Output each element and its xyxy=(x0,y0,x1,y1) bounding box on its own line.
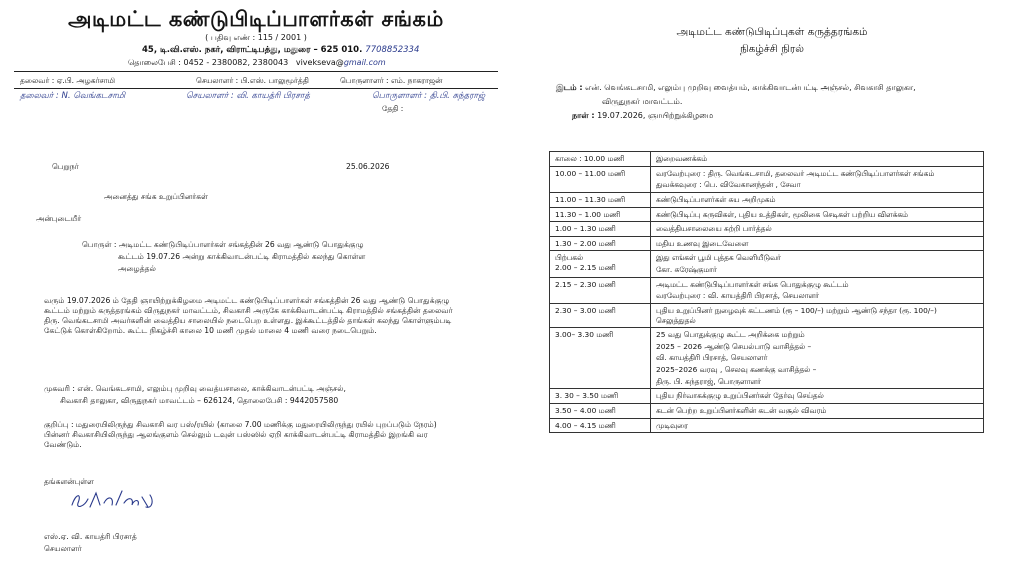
schedule-event xyxy=(651,166,984,192)
venue-line-2: விருதுநகர் மாவட்டம். xyxy=(602,97,683,106)
time-text: 11.00 – 11.30 மணி xyxy=(555,194,625,204)
time-text: 3.50 – 4.00 மணி xyxy=(555,405,616,415)
subject-line-1: பொருள் : அடிமட்ட கண்டுபிடிப்பாளர்கள் சங்கத்தின் 26 வது ஆண்டு பொதுக்குழு xyxy=(82,240,364,249)
time-text: பிற்பகல் xyxy=(555,253,584,263)
event-text: வி. காயத்திரி பிரசாத், செயலாளர் xyxy=(656,353,768,363)
schedule-event xyxy=(651,389,984,404)
schedule-event xyxy=(651,303,984,327)
schedule-time xyxy=(550,303,651,327)
schedule-row xyxy=(550,389,984,404)
event-text: புதிய உறுப்பினர் நுழைவுக் கட்டணம் (ரூ – 100/–) மற்றும் ஆண்டு சந்தா (ரூ. 100/–) செலுத்துதல் xyxy=(656,305,937,325)
event-text: 2025–2026 வரவு , செலவு கணக்கு வாசித்தல் – xyxy=(656,365,817,374)
schedule-time xyxy=(550,418,651,433)
signer-title: செயலாளர் xyxy=(44,544,82,553)
schedule-event xyxy=(651,192,984,207)
program-date xyxy=(572,110,1012,121)
event-text: முடிவுரை xyxy=(656,420,688,430)
time-text: 1.30 – 2.00 மணி xyxy=(555,238,616,248)
letterhead-org-name: அடிமட்ட கண்டுபிடிப்பாளர்கள் சங்கம் xyxy=(68,6,444,31)
schedule-time xyxy=(550,251,651,277)
schedule-row xyxy=(550,207,984,222)
schedule-time xyxy=(550,207,651,222)
time-text: காலை : 10.00 மணி xyxy=(555,154,625,163)
schedule-event xyxy=(651,236,984,251)
schedule-row xyxy=(550,251,984,277)
program-subtitle: நிகழ்ச்சி நிரல் xyxy=(739,43,805,55)
event-text: 2025 – 2026 ஆண்டு செயல்பாடு வாசித்தல் – xyxy=(656,341,812,351)
time-text: 4.00 – 4.15 மணி xyxy=(555,420,616,430)
schedule-event xyxy=(651,403,984,418)
schedule-row xyxy=(550,277,984,303)
schedule-time xyxy=(550,403,651,418)
letterhead-date-label: தேதி : xyxy=(382,104,404,113)
event-text: வரவேற்புரை : திரு. வெங்கடசாமி, தலைவர் அடிமட்ட கண்டுபிடிப்பாளர்கள் சங்கம் xyxy=(656,168,935,178)
office-secretary: செயலாளர் : பி.எஸ். பாலுமூர்த்தி xyxy=(196,76,309,85)
address-line-1: முகவரி : என். வெங்கடசாமி, எலும்பு முறிவு வைத்யசாலை, காக்கிவாடன்பட்டி அஞ்சல், xyxy=(44,384,346,393)
handwritten-treasurer: பொருளாளர் : தி.பி. சுந்தராஜ் xyxy=(372,91,486,101)
schedule-event xyxy=(651,418,984,433)
letterhead-reg-no: ( பதிவு எண் : 115 / 2001 ) xyxy=(205,33,307,42)
date-value: 19.07.2026, ஞாயிற்றுக்கிழமை xyxy=(597,111,714,120)
salutation: அன்புடையீர் xyxy=(36,214,82,223)
schedule-time xyxy=(550,328,651,389)
event-text: திரு. பி. சுந்தராஜ், பொருளாளர் xyxy=(656,376,761,386)
address-text: 45, டி.வி.எஸ். நகர், விராட்டிபத்து, மதுரை – 625 010. xyxy=(142,45,363,55)
email-prefix: vivekseva@ xyxy=(295,58,344,67)
schedule-time xyxy=(550,222,651,237)
subject-line-2: கூட்டம் 19.07.26 அன்று காக்கிவாடன்பட்டி கிராமத்தில் கலந்து கொள்ள xyxy=(118,252,366,261)
time-text: 11.30 – 1.00 மணி xyxy=(555,209,621,219)
email-handwritten: gmail.com xyxy=(343,58,386,67)
closing: தங்களன்புள்ள xyxy=(44,477,95,486)
schedule-row xyxy=(550,418,984,433)
schedule-row xyxy=(550,328,984,389)
office-president: தலைவர் : ஏ.பி. அழகர்சாமி xyxy=(20,76,115,85)
schedule-row xyxy=(550,222,984,237)
venue-label: இடம் : xyxy=(556,83,583,92)
handwritten-mobile: 7708852334 xyxy=(365,45,420,55)
event-text: கண்டுபிடிப்பாளர்கள் சுய அறிமுகம் xyxy=(656,194,776,204)
handwritten-president: தலைவர் : N. வெங்கடசாமி xyxy=(20,91,126,101)
event-text: மதிய உணவு இடைவேளை xyxy=(656,238,749,248)
time-text: 2.00 – 2.15 மணி xyxy=(555,263,616,272)
event-text: 25 வது பொதுக்குழு கூட்ட அறிக்கை மற்றும் xyxy=(656,330,805,340)
program-schedule xyxy=(520,0,1024,576)
signature xyxy=(68,487,158,513)
schedule-event xyxy=(651,277,984,303)
event-text: இது எங்கள் பூமி புத்தக வெளியீடுவர் xyxy=(656,253,781,263)
address-line-2: சிவகாசி தாலுகா, விருதுநகர் மாவட்டம் – 626124, தொலைபேசி : 9442057580 xyxy=(60,396,339,405)
schedule-event xyxy=(651,207,984,222)
event-text: கோ. சுரேஷ்குமார் xyxy=(656,265,717,274)
schedule-time xyxy=(550,389,651,404)
program-title: அடிமட்ட கண்டுபிடிப்புகள் கருத்தரங்கம் xyxy=(676,26,868,38)
schedule-row xyxy=(550,166,984,192)
letterhead-address xyxy=(142,45,419,56)
schedule-event xyxy=(651,152,984,167)
travel-note: குறிப்பு : மதுரையிலிருந்து சிவகாசி வர பஸ்/ரயில் (காலை 7.00 மணிக்கு மதுரையிலிருந்து ரயில் புறப்படும் நேரம்) பின்னர் சிவகாசியிலிருந்து ஆலங்குளம் செல்லும் டவுன் பஸ்ஸில் ஏறி காக்கிவாடன்பட்டி கிராமத்தில் இறங்கி வர வேண்டும். xyxy=(44,420,437,450)
event-text: இறைவணக்கம் xyxy=(656,154,708,163)
schedule-event xyxy=(651,251,984,277)
time-text: 10.00 – 11.00 மணி xyxy=(555,168,625,178)
schedule-row xyxy=(550,236,984,251)
date-label: நாள் : xyxy=(572,111,595,120)
time-text: 2.15 – 2.30 மணி xyxy=(555,279,616,289)
phone-text: தொலைபேசி : 0452 - 2380082, 2380043 xyxy=(128,58,289,67)
office-treasurer: பொருளாளர் : எம். நாகராஜன் xyxy=(340,76,443,85)
office-divider xyxy=(14,88,498,89)
time-text: 2.30 – 3.00 மணி xyxy=(555,305,616,315)
time-text: 3.00– 3.30 மணி xyxy=(555,330,614,340)
schedule-row xyxy=(550,192,984,207)
letter-body: வரும் 19.07.2026 ம் தேதி ஞாயிற்றுக்கிழமை அடிமட்ட கண்டுபிடிப்பாளர்கள் சங்கத்தின் 26 வது ஆண்டு பொதுக்குழு கூட்டம் மற்றும் கருத்தரங்கம் விருதுநகர் மாவட்டம், சிவகாசி அருகே காக்கிவாடன்பட்டி கிராமத்தில் சங்கத்தின் தலைவர் திரு. வெங்கடசாமி அவர்களின் வைத்திய சாலையில் நடைபெற உள்ளது. இக்கூட்டத்தில் தாங்கள் கலந்து கொள்ளும்படி கேட்டுக் கொள்கிறோம். கூட்ட நிகழ்ச்சி காலை 10 மணி முதல் மாலை 4 மணி வரை நடைபெறும். xyxy=(44,296,453,336)
venue-line-1: என். வெங்கடசாமி, எலும்பு முறிவு வைத்யம், காக்கிவாடன்பட்டி அஞ்சல், சிவகாசி தாலுகா, xyxy=(585,83,916,92)
signer-name: எஸ்.ஏ. வி. காயத்ரி பிரசாத் xyxy=(44,532,137,541)
event-text: வரவேற்புரை : வி. காயத்திரி பிரசாத், செயலாளர் xyxy=(656,291,820,301)
schedule-row xyxy=(550,403,984,418)
schedule-row xyxy=(550,303,984,327)
event-text: அடிமட்ட கண்டுபிடிப்பாளர்கள் சங்க பொதுக்குழு கூட்டம் xyxy=(656,279,849,289)
subject-line-3: அழைத்தல் xyxy=(118,264,156,273)
letterhead-contact xyxy=(128,58,386,68)
handwritten-secretary: செயலாளர் : வி. காயத்ரி பிரசாத் xyxy=(186,91,310,101)
schedule-row xyxy=(550,152,984,167)
event-text: கடன் பெற்ற உறுப்பினர்களின் கடன் வசூல் விவரம் xyxy=(656,405,827,415)
program-venue xyxy=(556,82,996,93)
schedule-time xyxy=(550,277,651,303)
event-text: வைத்தியசாலையை சுற்றி பார்த்தல் xyxy=(656,224,772,234)
schedule-event xyxy=(651,328,984,389)
time-text: 1.00 – 1.30 மணி xyxy=(555,224,616,234)
event-text: துவக்கவுரை : பெ. விவேகானந்தன் , சேவா xyxy=(656,180,801,190)
recipient: அனைத்து சங்க உறுப்பினர்கள் xyxy=(104,192,208,201)
letter-date: 25.06.2026 xyxy=(346,162,390,171)
letterhead-divider xyxy=(14,71,498,72)
schedule-time xyxy=(550,152,651,167)
event-text: கண்டுபிடிப்பு கருவிகள், புதிய உத்திகள், மூலிகை செடிகள் பற்றிய விளக்கம் xyxy=(656,209,908,219)
schedule-time xyxy=(550,166,651,192)
receiver-label: பெறுநர் xyxy=(52,162,79,171)
schedule-time xyxy=(550,192,651,207)
time-text: 3. 30 – 3.50 மணி xyxy=(555,391,618,401)
schedule-event xyxy=(651,222,984,237)
schedule-table xyxy=(549,151,984,433)
event-text: புதிய நிர்வாகக்குழு உறுப்பினர்கள் தேர்வு செய்தல் xyxy=(656,391,824,401)
schedule-time xyxy=(550,236,651,251)
